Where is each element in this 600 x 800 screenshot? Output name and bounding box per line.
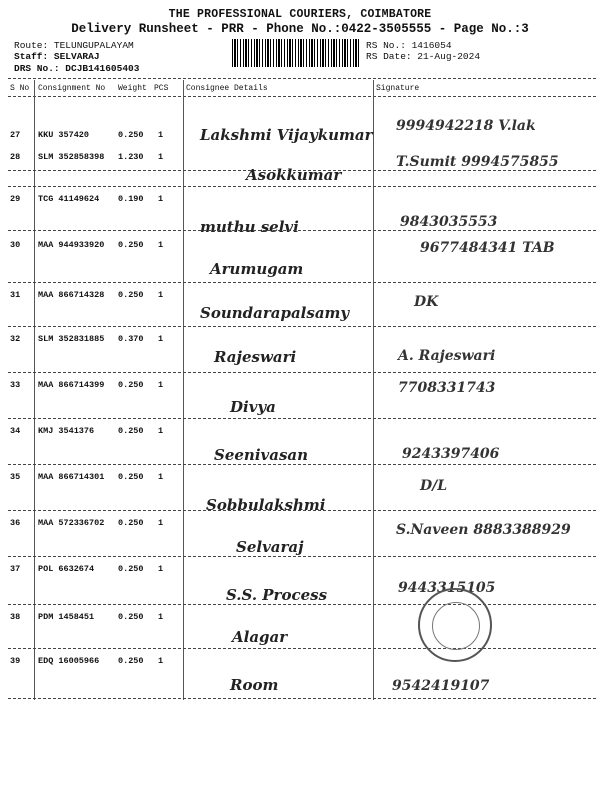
row-sno: 31	[10, 290, 21, 300]
row-consignment: TCG 41149624	[38, 194, 100, 204]
row-consignment: PDM 1458451	[38, 612, 95, 622]
signature-handwriting: 9542419107	[392, 678, 490, 694]
consignee-handwriting: Selvaraj	[236, 538, 304, 556]
signature-handwriting: 9243397406	[402, 446, 500, 462]
row-weight: 0.370	[118, 334, 144, 344]
signature-handwriting: 9994942218 V.lak	[396, 118, 536, 134]
row-divider	[8, 282, 596, 283]
row-weight: 0.250	[118, 472, 144, 482]
col-sno: S No	[10, 84, 30, 93]
row-consignment: EDQ 16005966	[38, 656, 100, 666]
row-consignment: MAA 944933920	[38, 240, 105, 250]
col-pcs: PCS	[154, 84, 169, 93]
row-divider	[8, 418, 596, 419]
staff-label: Staff: SELVARAJ	[14, 51, 100, 62]
col-weight: Weight	[118, 84, 147, 93]
consignee-handwriting: muthu selvi	[200, 218, 299, 236]
row-divider	[8, 372, 596, 373]
column-separator	[373, 80, 374, 700]
rs-date: RS Date: 21-Aug-2024	[366, 51, 481, 62]
row-sno: 32	[10, 334, 21, 344]
row-sno: 29	[10, 194, 21, 204]
signature-handwriting: 9677484341 TAB	[420, 240, 555, 256]
consignee-handwriting: Arumugam	[210, 260, 304, 278]
row-sno: 33	[10, 380, 21, 390]
consignee-handwriting: Soundarapalsamy	[200, 304, 350, 322]
row-pcs: 1	[158, 240, 164, 250]
row-weight: 0.250	[118, 656, 144, 666]
divider	[8, 96, 596, 97]
consignee-handwriting: Room	[230, 676, 279, 694]
col-consignment: Consignment No	[38, 84, 106, 93]
row-divider	[8, 698, 596, 699]
row-sno: 37	[10, 564, 21, 574]
company-name: THE PROFESSIONAL COURIERS, COIMBATORE	[168, 8, 432, 21]
signature-handwriting: T.Sumit 9994575855	[396, 154, 559, 170]
row-sno: 34	[10, 426, 21, 436]
row-sno: 27	[10, 130, 21, 140]
row-divider	[8, 648, 596, 649]
row-divider	[8, 186, 596, 187]
row-pcs: 1	[158, 426, 164, 436]
row-divider	[8, 510, 596, 511]
row-pcs: 1	[158, 290, 164, 300]
row-pcs: 1	[158, 130, 164, 140]
row-consignment: MAA 572336702	[38, 518, 105, 528]
signature-handwriting: D/L	[420, 478, 448, 494]
row-divider	[8, 326, 596, 327]
row-weight: 0.250	[118, 518, 144, 528]
company-stamp	[418, 588, 492, 662]
signature-handwriting: 9443315105	[398, 580, 496, 596]
signature-handwriting: S.Naveen 8883388929	[396, 522, 571, 538]
row-pcs: 1	[158, 612, 164, 622]
row-weight: 1.230	[118, 152, 144, 162]
col-signature: Signature	[376, 84, 420, 93]
row-pcs: 1	[158, 656, 164, 666]
row-consignment: MAA 866714399	[38, 380, 105, 390]
row-divider	[8, 556, 596, 557]
rs-number: RS No.: 1416054	[366, 40, 452, 51]
row-pcs: 1	[158, 334, 164, 344]
row-pcs: 1	[158, 472, 164, 482]
signature-handwriting: 7708331743	[398, 380, 496, 396]
row-consignment: SLM 352858398	[38, 152, 105, 162]
row-pcs: 1	[158, 152, 164, 162]
row-sno: 28	[10, 152, 21, 162]
row-weight: 0.250	[118, 426, 144, 436]
row-consignment: MAA 866714301	[38, 472, 105, 482]
column-separator	[183, 80, 184, 700]
consignee-handwriting: Seenivasan	[214, 446, 309, 464]
col-consignee: Consignee Details	[186, 84, 268, 93]
consignee-handwriting: Sobbulakshmi	[206, 496, 326, 514]
row-consignment: MAA 866714328	[38, 290, 105, 300]
consignee-handwriting: Rajeswari	[214, 348, 297, 366]
row-sno: 35	[10, 472, 21, 482]
row-sno: 39	[10, 656, 21, 666]
row-pcs: 1	[158, 518, 164, 528]
row-divider	[8, 230, 596, 231]
row-weight: 0.190	[118, 194, 144, 204]
runsheet-title: Delivery Runsheet - PRR - Phone No.:0422-3505555 - Page No.:3	[71, 22, 529, 36]
row-weight: 0.250	[118, 130, 144, 140]
row-sno: 30	[10, 240, 21, 250]
row-pcs: 1	[158, 194, 164, 204]
row-weight: 0.250	[118, 290, 144, 300]
row-sno: 36	[10, 518, 21, 528]
row-consignment: KMJ 3541376	[38, 426, 95, 436]
row-pcs: 1	[158, 380, 164, 390]
row-weight: 0.250	[118, 380, 144, 390]
consignee-handwriting: Asokkumar	[246, 166, 342, 184]
row-weight: 0.250	[118, 564, 144, 574]
row-sno: 38	[10, 612, 21, 622]
row-consignment: KKU 357420	[38, 130, 90, 140]
drs-number: DRS No.: DCJB141605403	[14, 63, 140, 74]
row-pcs: 1	[158, 564, 164, 574]
row-divider	[8, 464, 596, 465]
signature-handwriting: DK	[414, 294, 439, 310]
row-weight: 0.250	[118, 612, 144, 622]
row-consignment: POL 6632674	[38, 564, 95, 574]
row-consignment: SLM 352831885	[38, 334, 105, 344]
route-label: Route: TELUNGUPALAYAM	[14, 40, 134, 51]
signature-handwriting: 9843035553	[400, 214, 498, 230]
signature-handwriting: A. Rajeswari	[398, 348, 496, 364]
consignee-handwriting: Lakshmi Vijaykumar	[200, 126, 373, 144]
column-separator	[34, 80, 35, 700]
row-weight: 0.250	[118, 240, 144, 250]
table-header	[0, 80, 600, 96]
consignee-handwriting: S.S. Process	[226, 586, 328, 604]
consignee-handwriting: Alagar	[232, 628, 288, 646]
consignee-handwriting: Divya	[230, 398, 276, 416]
row-divider	[8, 604, 596, 605]
barcode	[232, 39, 360, 67]
divider	[8, 78, 596, 79]
